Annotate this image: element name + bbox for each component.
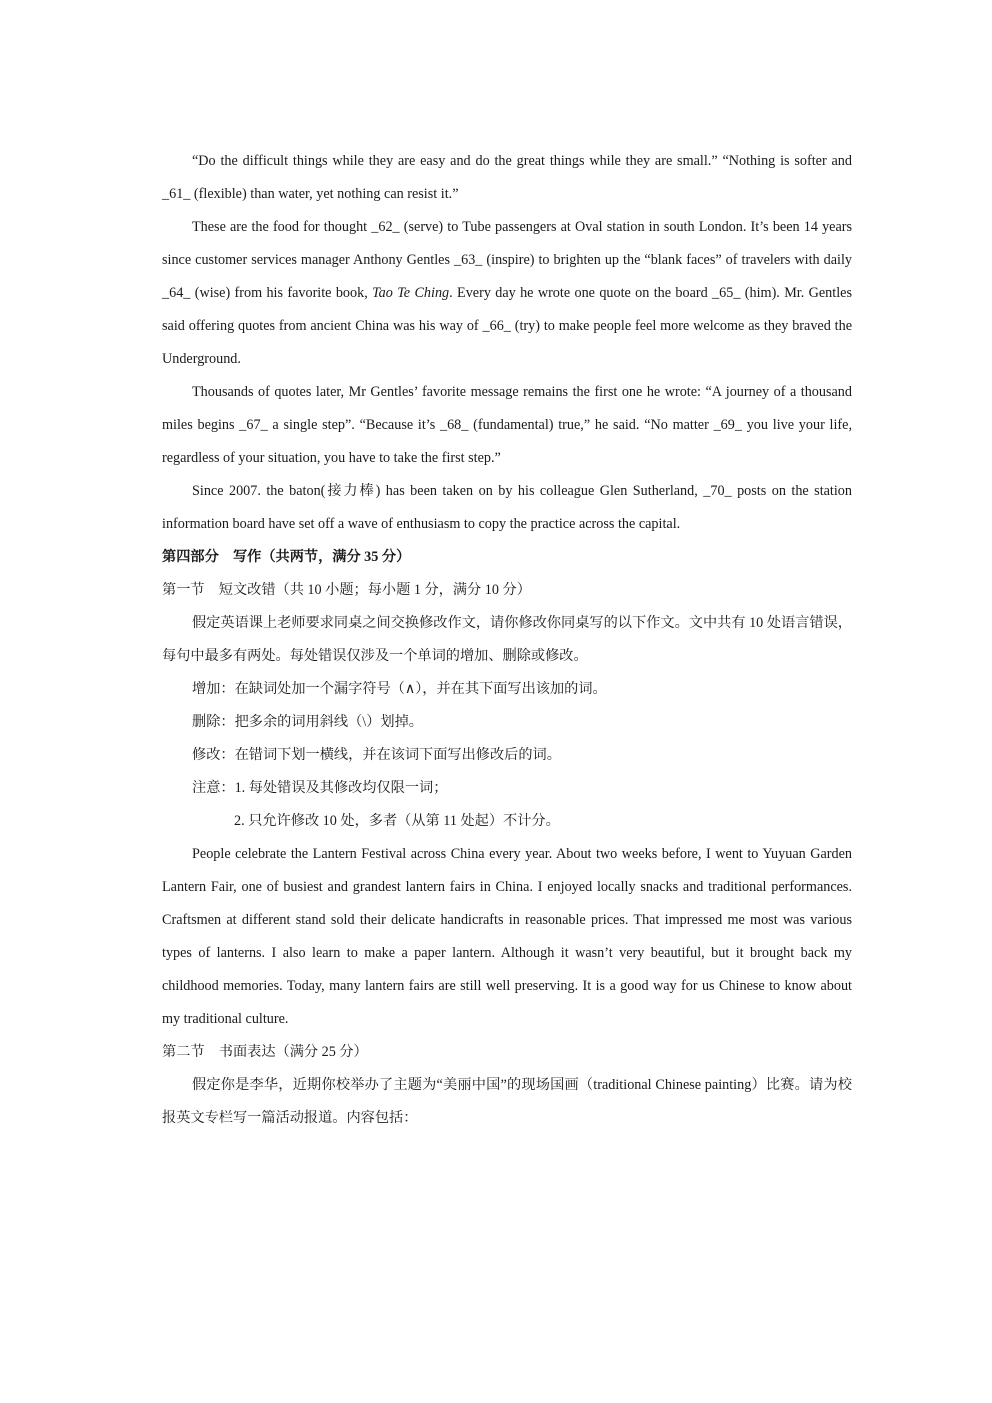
passage-paragraph-2-part-b: . Every day he wrote one quote on the board _65_ (him). Mr. Gentles said offering quotes from ancient China was his way of _66_ (try) to make people feel more welcome as they braved the Underground. bbox=[162, 285, 852, 367]
passage-paragraph-2-part-a: These are the food for thought _62_ (serve) to Tube passengers at Oval station in south London. It’s been 14 years since customer services manager Anthony Gentles _63_ (inspire) to brighten up the “blank faces” of travelers with daily _64_ (wise) from his favorite book, bbox=[162, 219, 852, 301]
book-title: Tao Te Ching bbox=[372, 285, 450, 301]
rule-delete: 删除：把多余的词用斜线（\）划掉。 bbox=[192, 714, 423, 730]
section1-title: 第一节 短文改错（共 10 小题；每小题 1 分，满分 10 分） bbox=[162, 582, 531, 598]
note-2: 2. 只允许修改 10 处，多者（从第 11 处起）不计分。 bbox=[234, 813, 560, 829]
section1-instruction: 假定英语课上老师要求同桌之间交换修改作文，请你修改你同桌写的以下作文。文中共有 10 处语言错误，每句中最多有两处。每处错误仅涉及一个单词的增加、删除或修改。 bbox=[162, 615, 852, 664]
section2-title: 第二节 书面表达（满分 25 分） bbox=[162, 1044, 368, 1060]
passage-paragraph-2 bbox=[162, 211, 852, 376]
section2-instruction: 假定你是李华，近期你校举办了主题为“美丽中国”的现场国画（traditional Chinese painting）比赛。请为校报英文专栏写一篇活动报道。内容包括： bbox=[162, 1077, 852, 1126]
part4-heading: 第四部分 写作（共两节，满分 35 分） bbox=[162, 549, 411, 565]
note-1: 注意：1. 每处错误及其修改均仅限一词； bbox=[192, 780, 448, 796]
rule-modify: 修改：在错词下划一横线，并在该词下面写出修改后的词。 bbox=[192, 747, 561, 763]
passage-paragraph-1: “Do the difficult things while they are easy and do the great things while they are small.” “Nothing is softer and _61_ (flexible) than water, yet nothing can resist it.” bbox=[162, 153, 852, 202]
error-correction-essay: People celebrate the Lantern Festival across China every year. About two weeks before, I went to Yuyuan Garden Lantern Fair, one of busiest and grandest lantern fairs in China. I enjoyed locally snacks and traditional performances. Craftsmen at different stand sold their delicate handicrafts in reasonable prices. That impressed me most was various types of lanterns. I also learn to make a paper lantern. Although it wasn’t very beautiful, but it brought back my childhood memories. Today, many lantern fairs are still well preserving. It is a good way for us Chinese to know about my traditional culture. bbox=[162, 846, 852, 1027]
passage-paragraph-4: Since 2007. the baton(接力棒) has been taken on by his colleague Glen Sutherland, _70_ posts on the station information board have set off a wave of enthusiasm to copy the practice across the capital. bbox=[162, 483, 852, 532]
rule-add: 增加：在缺词处加一个漏字符号（∧），并在其下面写出该加的词。 bbox=[192, 681, 607, 697]
passage-paragraph-3: Thousands of quotes later, Mr Gentles’ favorite message remains the first one he wrote: “A journey of a thousand miles begins _67_ a single step”. “Because it’s _68_ (fundamental) true,” he said. “No matter _69_ you live your life, regardless of your situation, you have to take the first step.” bbox=[162, 384, 852, 466]
